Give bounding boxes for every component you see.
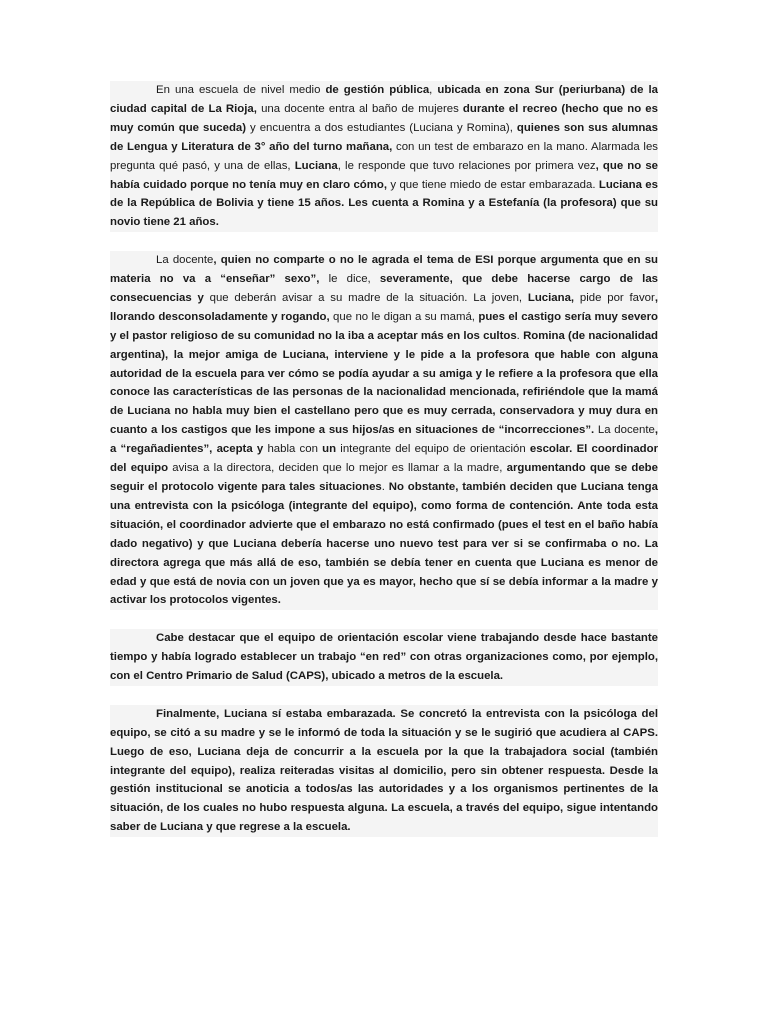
text-run: Luciana xyxy=(294,159,338,172)
text-run: habla con xyxy=(263,443,323,456)
paragraph-2 xyxy=(110,251,658,610)
text-run: pues el castigo sería muy severo y el pastor religioso de su comunidad no la iba a aceptar más en los cultos xyxy=(110,310,659,342)
text-run: . xyxy=(381,481,389,494)
text-run: , quien no comparte o no le agrada el tema de ESI porque argumenta que en su materia no va a “enseñar” sexo”, xyxy=(110,254,658,286)
text-run: La docente xyxy=(594,424,655,437)
text-run: , le responde que tuvo relaciones por primera vez xyxy=(337,159,596,172)
text-run: No obstante, también deciden que Luciana tenga una entrevista con la psicóloga (integrante del equipo), como forma de contención. Ante toda esta situación, el coordinador advierte que el embarazo no está confirmado (pues el test en el baño había dado negativo) y que Luciana debería hacerse uno nuevo test para ver si se confirmaba o no. La directora agrega que más allá de eso, también se debía tener en cuenta que Luciana es menor de edad y que está de novia con un joven que ya es mayor, hecho que sí se debía informar a la madre y activar los protocolos vigentes. xyxy=(110,481,658,607)
text-run: . xyxy=(516,329,524,342)
text-run: que no le digan a su mamá, xyxy=(329,310,479,323)
text-run: Finalmente, Luciana sí estaba embarazada. Se concretó la entrevista con la psicóloga del equipo, se citó a su madre y se le informó de toda la situación y se le sugirió que acudiera al CAPS. Luego de eso, Luciana deja de concurrir a la escuela por la que la trabajadora social (también integrante del equipo), realiza reiteradas visitas al domicilio, pero sin obtener respuesta. Desde la gestión institucional se anoticia a todos/as las autoridades y a los organismos pertinentes de la situación, de los cuales no hubo respuesta alguna. La escuela, a través del equipo, sigue intentando saber de Luciana y que regrese a la escuela. xyxy=(110,707,658,834)
text-run: avisa a la directora, deciden que lo mejor es llamar a la madre, xyxy=(168,462,507,475)
text-run: integrante del equipo de orientación xyxy=(336,443,530,456)
text-run: , a “regañadientes”, acepta y xyxy=(110,424,658,456)
text-run: durante el recreo (hecho que no es muy común que suceda) xyxy=(110,102,658,134)
text-run: Luciana, xyxy=(527,291,575,304)
text-run: , que no se había cuidado porque no tenía muy en claro cómo, xyxy=(110,159,659,191)
text-run: quienes son sus alumnas de Lengua y Literatura de 3° año del turno mañana, xyxy=(110,121,658,153)
document-body xyxy=(110,81,658,837)
text-run: Cabe destacar que el equipo de orientación escolar viene trabajando desde hace bastante tiempo y había logrado establecer un trabajo “en red” con otras organizaciones como, por ejemplo, con el Centro Primario de Salud (CAPS), ubicado a metros de la escuela. xyxy=(110,632,658,683)
paragraph-1 xyxy=(110,81,658,232)
text-run: severamente, que debe hacerse cargo de las consecuencias y xyxy=(110,273,659,304)
text-run: En una escuela de nivel medio xyxy=(156,84,326,96)
paragraph-4 xyxy=(110,705,658,837)
text-run: de gestión pública xyxy=(325,84,430,96)
text-run: Luciana es de la República de Bolivia y tiene 15 años. Les cuenta a Romina y a Estefanía (la profesora) que su novio tiene 21 años. xyxy=(110,178,658,229)
text-run: y encuentra a dos estudiantes (Luciana y Romina), xyxy=(246,121,517,134)
text-run: y que tiene miedo de estar embarazada. xyxy=(387,178,599,191)
text-run: le dice, xyxy=(319,273,380,286)
text-run: que deberán avisar a su madre de la situación. La joven, xyxy=(203,291,528,304)
text-run: ubicada en zona Sur (periurbana) de la ciudad capital de La Rioja, xyxy=(110,84,658,115)
text-run: con un test de embarazo en la mano. Alarmada les pregunta qué pasó, y una de ellas, xyxy=(110,140,658,172)
text-run: , xyxy=(429,84,438,96)
text-run: pide por favor xyxy=(574,291,655,304)
text-run: Romina (de nacionalidad argentina), la mejor amiga de Luciana, interviene y le pide a la profesora que hable con alguna autoridad de la escuela para ver cómo se podía ayudar a su amiga y le refiere a la profesora que ella conoce las características de las personas de la nacionalidad mencionada, refiriéndole que la mamá de Luciana no habla muy bien el castellano pero que es muy cerrada, conservadora y muy dura en cuanto a los castigos que les impone a sus hijos/as en situaciones de “incorrecciones”. xyxy=(110,329,658,437)
text-run: una docente entra al baño de mujeres xyxy=(256,102,463,115)
text-run: , llorando desconsoladamente y rogando, xyxy=(110,291,658,323)
text-run: escolar. El coordinador del equipo xyxy=(110,443,658,475)
text-run: argumentando que se debe seguir el protocolo vigente para tales situaciones xyxy=(110,462,658,494)
paragraph-3 xyxy=(110,629,658,686)
text-run: un xyxy=(322,443,337,456)
text-run: La docente xyxy=(156,254,214,267)
